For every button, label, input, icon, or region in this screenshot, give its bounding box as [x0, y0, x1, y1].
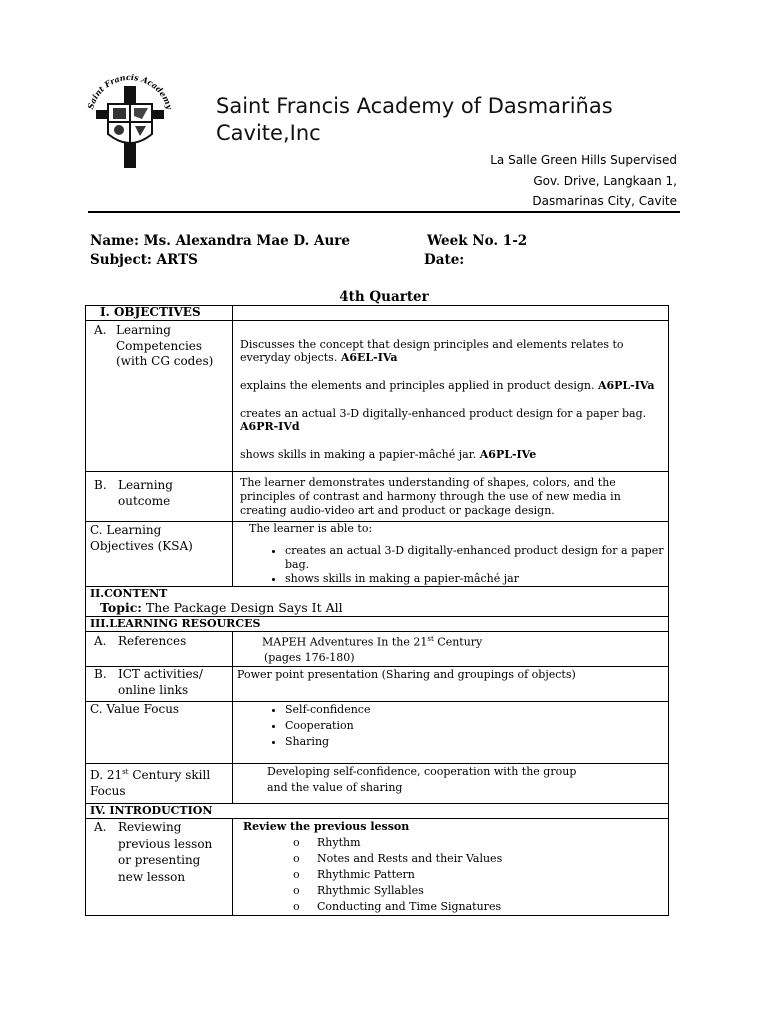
competency-2: explains the elements and principles applied in product design. A6PL-IVa: [240, 379, 655, 392]
competency-3: creates an actual 3-D digitally-enhanced product design for a paper bag. A6PR-IVd: [240, 407, 647, 433]
review-label: Reviewing previous lesson or presenting new lesson: [118, 820, 213, 884]
date-label: Date:: [424, 252, 465, 268]
objectives-header: I. OBJECTIVES: [86, 306, 233, 321]
value-item: • Cooperation: [285, 718, 664, 734]
review-item: o Rhythmic Pattern: [293, 868, 415, 881]
school-name: Saint Francis Academy of Dasmariñas Cavite,Inc: [216, 94, 613, 145]
value-item: • Self-confidence: [285, 702, 664, 718]
review-item: o Rhythmic Syllables: [293, 884, 424, 897]
outcome-text: The learner demonstrates understanding of shapes, colors, and the principles of contrast and harmony through the use of new media in creating audio-video art and product or package design.: [240, 476, 621, 517]
lesson-plan-table: I. OBJECTIVES A. Learning Competencies (with CG codes) Discusses the concept that design principles and elements relates to everyday objects. A6EL-IVa explains the elements and principles applied in product design. A6PL-IVa creates an actual 3-D digitally-enhanced product design for a paper bag. A6PR-IVd shows skills in making a papier-mâché jar. A6PL-IVe B. Learning outcome The learner demonstrates understanding of shapes, colors, and the principles of contrast and harmony through the use of new media in creating audio-video art and product or package design. C. Learning Objectives (KSA) The learner is able to: • creates an actual 3-D digitally-enhanced product design for a paper bag. • shows skills in making a papier-mâché jar II.CONTENT Topic: The Package Design Says It All III.LEARNING RESOURCES A. References MAPEH Adventures In the 21st Century (pages 176-180) B. ICT activities/ online links Power point presentation (Sharing and groupings of objects) C. Value Focus • Self-confidence • Cooperation • Sharing D. 21st Century skill Focus Developing self-confidence, cooperation with the group and the value of sharing IV. INTRODUCTION A. Reviewing previous lesson or presenting new lesson Review the previous lesson o Rhythm o Notes and Rests and their Values o Rhythmic Pattern o Rhythmic Syllables o Conducting and Time Signatures: [85, 305, 669, 916]
introduction-header: IV. INTRODUCTION: [86, 804, 669, 819]
competency-1: Discusses the concept that design principles and elements relates to everyday objects. A6EL-IVa: [240, 338, 624, 364]
address-line-1: La Salle Green Hills Supervised: [490, 153, 677, 167]
outcome-label: Learning outcome: [118, 478, 173, 508]
competencies-label: Learning Competencies (with CG codes): [116, 323, 214, 368]
ksa-label: C. Learning Objectives (KSA): [90, 523, 193, 553]
value-focus-label: C. Value Focus: [90, 702, 180, 716]
references-line-1: MAPEH Adventures In the 21st Century: [262, 635, 483, 649]
ict-label: ICT activities/ online links: [118, 667, 203, 697]
outcome-cell: [233, 472, 669, 522]
address-line-3: Dasmarinas City, Cavite: [532, 194, 677, 208]
competencies-cell: [233, 321, 669, 472]
header-divider: [88, 211, 680, 213]
review-cell: [233, 819, 669, 916]
review-item: o Notes and Rests and their Values: [293, 852, 503, 865]
ksa-intro: The learner is able to:: [249, 522, 373, 535]
century-skill-cell: Developing self-confidence, cooperation with the group and the value of sharing: [233, 764, 669, 804]
competency-4: shows skills in making a papier-mâché jar. A6PL-IVe: [240, 448, 537, 461]
references-label: References: [118, 634, 187, 648]
subject: Subject: ARTS: [90, 252, 198, 268]
school-address: [490, 150, 677, 212]
school-seal-icon: [82, 72, 178, 168]
references-cell: [233, 632, 669, 667]
content-section: [86, 587, 669, 617]
ict-cell: Power point presentation (Sharing and groupings of objects): [233, 667, 669, 702]
ksa-cell: [233, 522, 669, 587]
address-line-2: Gov. Drive, Langkaan 1,: [533, 173, 677, 188]
review-title: Review the previous lesson: [243, 820, 410, 833]
week-number: Week No. 1-2: [427, 233, 528, 249]
value-focus-cell: [233, 702, 669, 764]
review-item: o Conducting and Time Signatures: [293, 900, 502, 913]
ksa-item: • creates an actual 3-D digitally-enhanced product design for a paper bag.: [285, 544, 664, 572]
content-header: II.CONTENT: [90, 587, 168, 600]
competencies-label-cell: A. Learning Competencies (with CG codes): [86, 321, 233, 472]
resources-header: III.LEARNING RESOURCES: [86, 617, 669, 632]
logo-arc-text: Saint Francis Academy: [85, 72, 175, 111]
teacher-name: Name: Ms. Alexandra Mae D. Aure: [90, 233, 350, 249]
century-skill-label: D. 21st Century skill Focus: [90, 768, 211, 798]
quarter-title: 4th Quarter: [339, 289, 429, 305]
ksa-item: • shows skills in making a papier-mâché jar: [285, 572, 664, 586]
references-line-2: (pages 176-180): [264, 650, 355, 664]
review-item: o Rhythm: [293, 836, 361, 849]
value-item: • Sharing: [285, 734, 664, 750]
topic: Topic: The Package Design Says It All: [100, 600, 343, 615]
